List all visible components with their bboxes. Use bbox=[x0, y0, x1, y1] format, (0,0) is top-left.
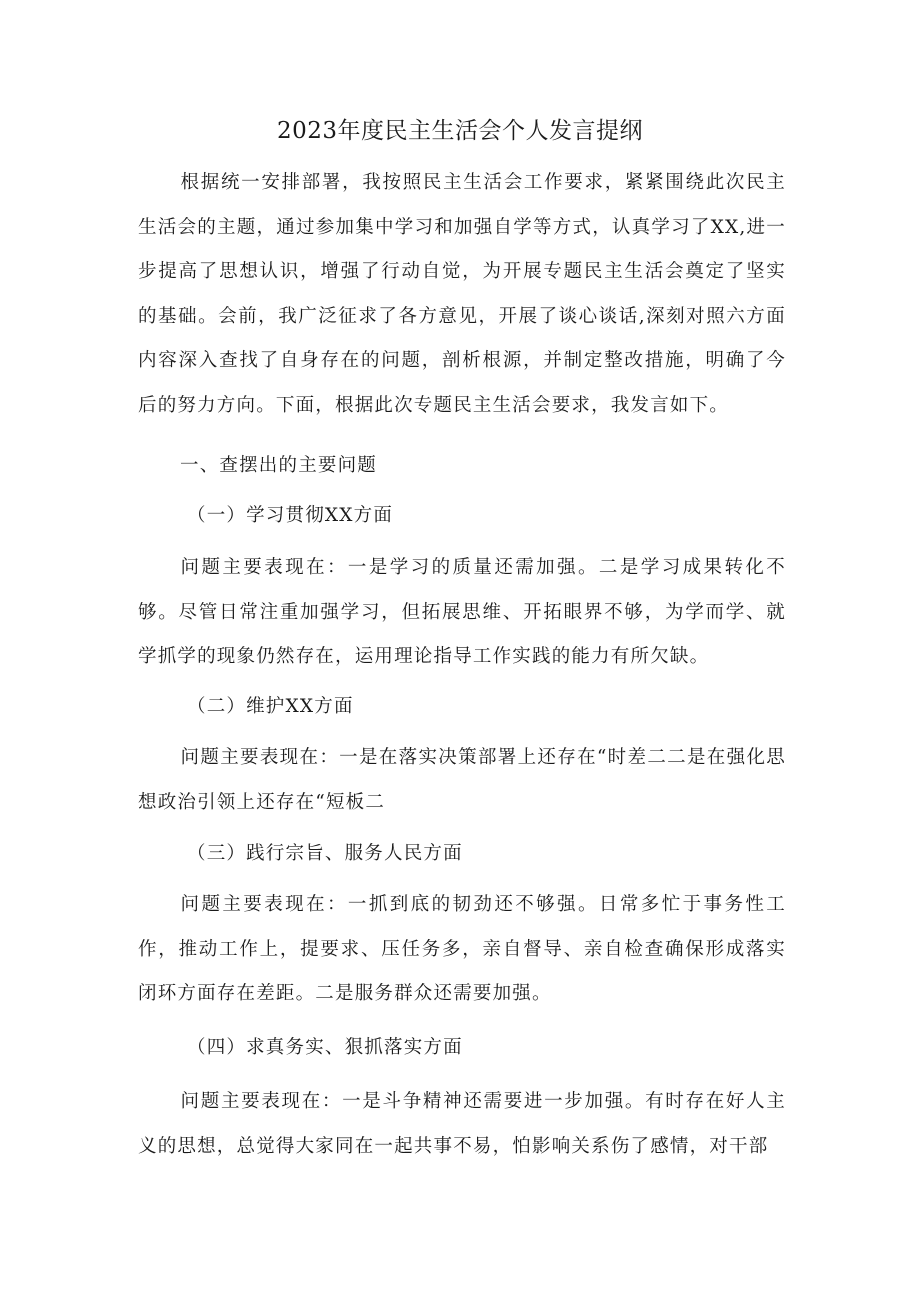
subsection-heading-maintain: （二）维护XX方面 bbox=[187, 696, 354, 717]
subsection-body-serve: 问题主要表现在：一抓到底的韧劲还不够强。日常多忙于事务性工作，推动工作上，提要求、压任务多，亲自督导、亲自检查确保形成落实闭环方面存在差距。二是服务群众还需要加强。 bbox=[138, 894, 786, 1005]
document-title: 2023年度民主生活会个人发言提纲 bbox=[276, 118, 644, 144]
subsection-body-maintain: 问题主要表现在：一是在落实决策部署上还存在“时差二二是在强化思想政治引领上还存在“短板二 bbox=[138, 747, 786, 813]
section-heading-problems: 一、查摆出的主要问题 bbox=[180, 455, 378, 476]
subsection-heading-serve: （三）践行宗旨、服务人民方面 bbox=[187, 843, 463, 864]
subsection-heading-practical: （四）求真务实、狠抓落实方面 bbox=[187, 1037, 463, 1058]
subsection-body-practical: 问题主要表现在：一是斗争精神还需要进一步加强。有时存在好人主义的思想，总觉得大家同在一起共事不易，怕影响关系伤了感情，对干部 bbox=[138, 1091, 786, 1157]
subsection-body-study: 问题主要表现在：一是学习的质量还需加强。二是学习成果转化不够。尽管日常注重加强学习，但拓展思维、开拓眼界不够，为学而学、就学抓学的现象仍然存在，运用理论指导工作实践的能力有所欠缺。 bbox=[138, 557, 786, 668]
intro-paragraph: 根据统一安排部署，我按照民主生活会工作要求，紧紧围绕此次民主生活会的主题，通过参加集中学习和加强自学等方式，认真学习了XX,进一步提高了思想认识，增强了行动自觉，为开展专题民主生活会奠定了坚实的基础。会前，我广泛征求了各方意见，开展了谈心谈话,深刻对照六方面内容深入查找了自身存在的问题，剖析根源，并制定整改措施，明确了今后的努力方向。下面，根据此次专题民主生活会要求，我发言如下。 bbox=[138, 172, 786, 416]
subsection-heading-study: （一）学习贯彻XX方面 bbox=[187, 505, 394, 526]
